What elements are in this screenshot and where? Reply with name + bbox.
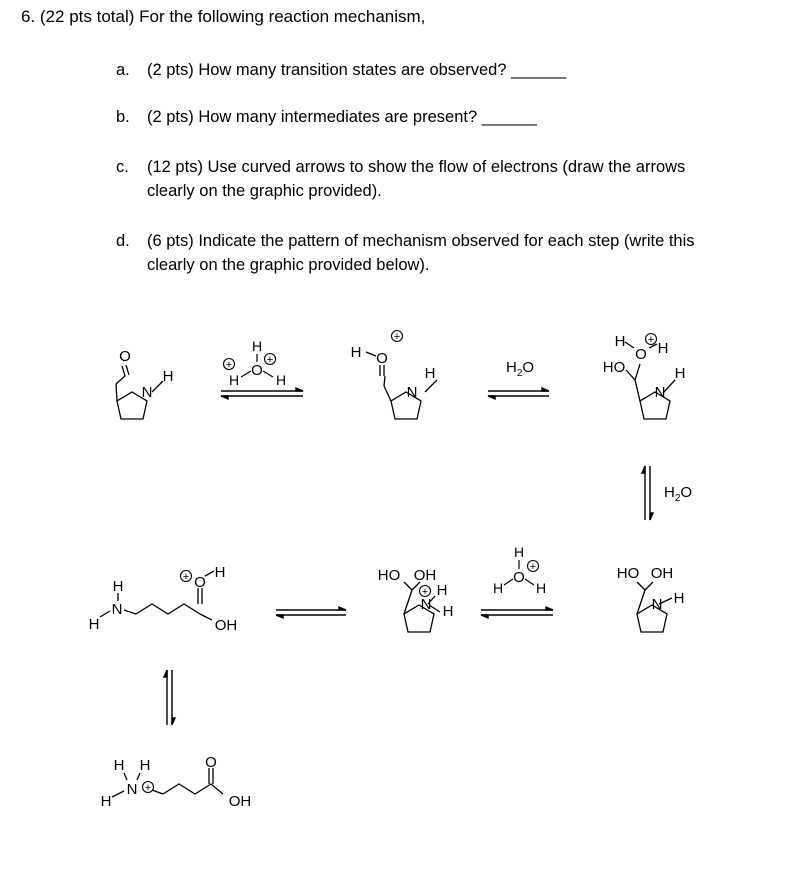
hydronium-H-left: H (492, 580, 504, 596)
plus-charge: + (647, 334, 655, 346)
atom-H: H (113, 757, 125, 774)
part-b-text: (2 pts) How many intermediates are present? ______ (147, 108, 537, 126)
atom-O: O (194, 574, 206, 591)
part-a-text: (2 pts) How many transition states are observed? ______ (147, 61, 567, 79)
hydronium-H-top: H (513, 544, 525, 560)
equilibrium-arrow-5 (276, 607, 346, 618)
plus-charge: + (225, 359, 233, 371)
atom-H: H (442, 603, 454, 620)
atom-OH: OH (413, 567, 437, 584)
plus-charge: + (421, 586, 429, 598)
atom-H: H (424, 365, 436, 382)
atom-H: H (614, 333, 626, 350)
question-header: 6. (22 pts total) For the following reaction mechanism, (21, 7, 426, 26)
part-c-line2: clearly on the graphic provided). (147, 182, 382, 200)
part-d-line1: (6 pts) Indicate the pattern of mechanism observed for each step (write this (147, 232, 695, 250)
hydronium-H-left: H (228, 372, 240, 388)
reagent-hydronium-1 (224, 338, 287, 388)
atom-H: H (657, 340, 669, 357)
plus-charge: + (266, 354, 274, 366)
equilibrium-arrow-1 (221, 388, 303, 399)
hydronium-H-right: H (535, 580, 547, 596)
part-c-label: c. (116, 158, 129, 176)
water-formula: $H_2O$ (664, 484, 693, 504)
atom-H: H (139, 757, 151, 774)
atom-O: O (376, 350, 388, 367)
atom-OH: OH (228, 793, 252, 810)
plus-charge: + (393, 331, 401, 343)
atom-H: H (88, 616, 100, 633)
atom-H: H (112, 578, 124, 595)
molecule-protonated-hydrate (378, 567, 454, 632)
reagent-water-1 (506, 359, 534, 379)
hydronium-O: O (513, 569, 525, 586)
atom-H: H (674, 365, 686, 382)
hydronium-H-top: H (251, 338, 263, 354)
atom-N: N (654, 384, 666, 401)
molecule-prolinal (116, 348, 173, 419)
reagent-water-2 (664, 484, 692, 504)
part-d-label: d. (116, 232, 130, 250)
atom-O: O (635, 346, 647, 363)
atom-H: H (436, 582, 448, 599)
part-c-line1: (12 pts) Use curved arrows to show the flow of electrons (draw the arrows (147, 158, 686, 176)
equilibrium-arrow-3 (642, 466, 653, 520)
plus-charge: + (182, 571, 190, 583)
atom-H: H (350, 344, 362, 361)
atom-N: N (126, 781, 138, 798)
molecule-hydrate (617, 565, 685, 632)
atom-HO: HO (602, 359, 626, 376)
equilibrium-arrow-4 (481, 607, 553, 618)
atom-HO: HO (616, 565, 640, 582)
atom-N: N (111, 601, 123, 618)
molecule-amino-acid-product (101, 754, 252, 810)
part-b-label: b. (116, 108, 130, 126)
atom-O: O (119, 348, 131, 365)
reagent-hydronium-2 (493, 544, 546, 596)
atom-N: N (406, 384, 418, 401)
atom-H: H (673, 590, 685, 607)
atom-OH: OH (214, 617, 238, 634)
plus-charge: + (144, 782, 152, 794)
part-a-label: a. (116, 61, 130, 79)
atom-N: N (651, 596, 663, 613)
molecule-oxonium-adduct (603, 333, 686, 419)
plus-charge: + (529, 561, 537, 573)
hydronium-H-right: H (275, 372, 287, 388)
equilibrium-arrow-6 (164, 670, 175, 725)
hydronium-O: O (251, 362, 263, 379)
atom-N: N (141, 384, 153, 401)
atom-OH: OH (650, 565, 674, 582)
water-formula: $H_2O$ (506, 359, 535, 379)
molecule-open-chain-protonated-acid (89, 564, 238, 634)
atom-H: H (162, 368, 174, 385)
atom-HO: HO (377, 567, 401, 584)
equilibrium-arrow-2 (488, 388, 549, 399)
atom-H: H (214, 564, 226, 581)
molecule-protonated-prolinal (351, 331, 437, 420)
atom-H: H (100, 793, 112, 810)
part-d-line2: clearly on the graphic provided below). (147, 256, 430, 274)
atom-O: O (205, 754, 217, 771)
atom-N: N (420, 596, 432, 613)
